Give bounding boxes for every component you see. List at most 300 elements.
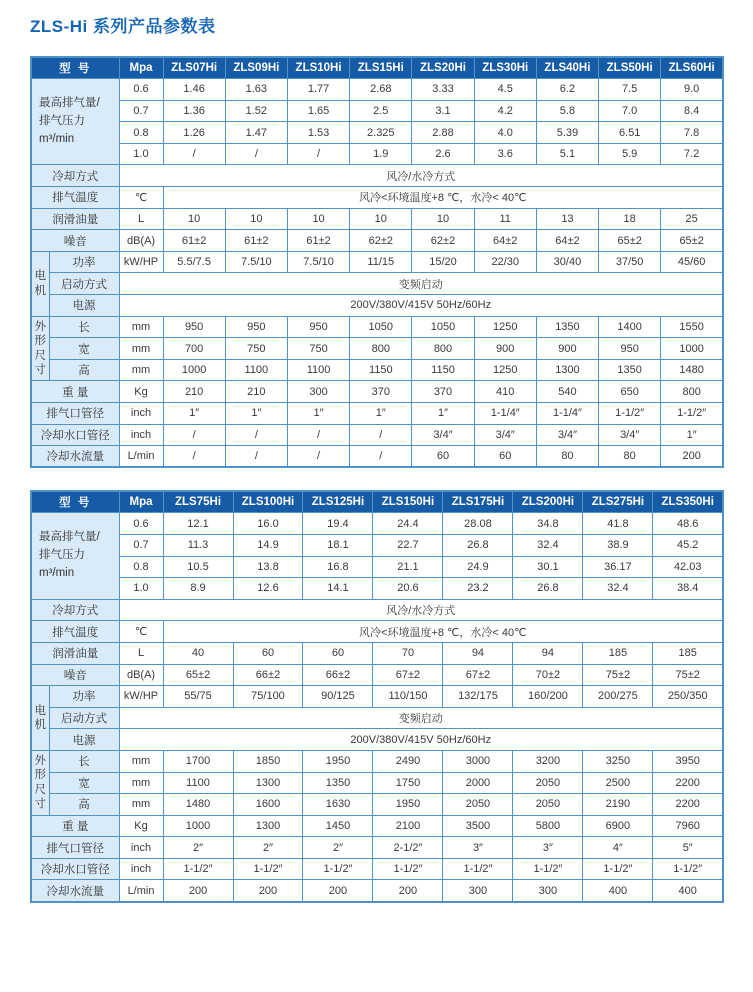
model-column-header: ZLS15Hi (350, 57, 412, 79)
power-supply-label: 电源 (49, 295, 119, 317)
oil-value-cell: 60 (303, 642, 373, 664)
capacity-value-cell: 12.1 (163, 513, 233, 535)
cooling-water-flow-value-cell: 80 (599, 446, 661, 468)
height-unit-cell: mm (119, 794, 163, 816)
weight-value-cell: 300 (287, 381, 349, 403)
table-row (31, 359, 723, 381)
cooling-water-diameter-value-cell: 1-1/2″ (583, 858, 653, 880)
capacity-value-cell: 36.17 (583, 556, 653, 578)
capacity-value-cell: 23.2 (443, 578, 513, 600)
table-row (31, 686, 723, 708)
width-unit-cell: mm (119, 772, 163, 794)
table-row (31, 208, 723, 230)
cooling-water-flow-value-cell: / (163, 446, 225, 468)
cooling-water-diameter-label: 冷却水口管径 (31, 424, 119, 446)
height-value-cell: 2190 (583, 794, 653, 816)
capacity-value-cell: 2.325 (350, 122, 412, 144)
oil-value-cell: 10 (163, 208, 225, 230)
cooling-water-flow-value-cell: 200 (303, 880, 373, 902)
weight-value-cell: 410 (474, 381, 536, 403)
width-value-cell: 1000 (661, 338, 723, 360)
capacity-value-cell: 6.51 (599, 122, 661, 144)
capacity-value-cell: 2.68 (350, 79, 412, 101)
length-value-cell: 950 (163, 316, 225, 338)
height-value-cell: 1480 (661, 359, 723, 381)
capacity-value-cell: 24.4 (373, 513, 443, 535)
pressure-cell: 1.0 (119, 578, 163, 600)
oil-value-cell: 40 (163, 642, 233, 664)
capacity-value-cell: 1.46 (163, 79, 225, 101)
table-row (31, 100, 723, 122)
oil-value-cell: 185 (583, 642, 653, 664)
capacity-value-cell: 9.0 (661, 79, 723, 101)
length-value-cell: 950 (225, 316, 287, 338)
weight-value-cell: 800 (661, 381, 723, 403)
spec-table-zls07-zls60 (30, 56, 724, 468)
capacity-value-cell: 13.8 (233, 556, 303, 578)
noise-value-cell: 66±2 (303, 664, 373, 686)
model-column-header: ZLS150Hi (373, 491, 443, 513)
oil-value-cell: 185 (653, 642, 723, 664)
height-value-cell: 2050 (513, 794, 583, 816)
oil-value-cell: 10 (350, 208, 412, 230)
power-value-cell: 37/50 (599, 251, 661, 273)
length-value-cell: 1350 (536, 316, 598, 338)
table-row (31, 707, 723, 729)
oil-value-cell: 13 (536, 208, 598, 230)
capacity-value-cell: 2.6 (412, 143, 474, 165)
power-supply-value: 200V/380V/415V 50Hz/60Hz (119, 729, 723, 751)
width-value-cell: 2500 (583, 772, 653, 794)
outlet-value-cell: 2″ (163, 837, 233, 859)
weight-value-cell: 1000 (163, 815, 233, 837)
noise-value-cell: 75±2 (583, 664, 653, 686)
capacity-value-cell: 41.8 (583, 513, 653, 535)
model-column-header: ZLS30Hi (474, 57, 536, 79)
capacity-value-cell: 26.8 (513, 578, 583, 600)
capacity-value-cell: 7.0 (599, 100, 661, 122)
outlet-value-cell: 1″ (225, 403, 287, 425)
cooling-water-diameter-value-cell: 1-1/2″ (233, 858, 303, 880)
weight-value-cell: 370 (412, 381, 474, 403)
power-supply-value: 200V/380V/415V 50Hz/60Hz (119, 295, 723, 317)
outlet-diameter-label: 排气口管径 (31, 837, 119, 859)
power-value-cell: 160/200 (513, 686, 583, 708)
cooling-water-diameter-value-cell: / (350, 424, 412, 446)
pressure-cell: 0.7 (119, 100, 163, 122)
length-label: 长 (49, 316, 119, 338)
power-value-cell: 45/60 (661, 251, 723, 273)
capacity-value-cell: 1.52 (225, 100, 287, 122)
table-row (31, 578, 723, 600)
model-column-header: ZLS175Hi (443, 491, 513, 513)
noise-value-cell: 64±2 (536, 230, 598, 252)
capacity-value-cell: 1.65 (287, 100, 349, 122)
noise-value-cell: 62±2 (350, 230, 412, 252)
pressure-cell: 0.6 (119, 513, 163, 535)
width-value-cell: 800 (350, 338, 412, 360)
width-value-cell: 750 (287, 338, 349, 360)
cooling-water-flow-value-cell: 200 (661, 446, 723, 468)
start-mode-value: 变频启动 (119, 273, 723, 295)
noise-value-cell: 64±2 (474, 230, 536, 252)
capacity-value-cell: 34.8 (513, 513, 583, 535)
height-value-cell: 1950 (373, 794, 443, 816)
table-row (31, 729, 723, 751)
exhaust-temp-value: 风冷<环境温度+8 ℃，水冷< 40℃ (163, 621, 723, 643)
outlet-value-cell: 1″ (350, 403, 412, 425)
capacity-value-cell: 4.5 (474, 79, 536, 101)
table-row (31, 316, 723, 338)
oil-amount-label: 润滑油量 (31, 642, 119, 664)
capacity-value-cell: 11.3 (163, 534, 233, 556)
capacity-value-cell: 8.4 (661, 100, 723, 122)
capacity-value-cell: 38.4 (653, 578, 723, 600)
height-value-cell: 1300 (536, 359, 598, 381)
capacity-value-cell: 28.08 (443, 513, 513, 535)
capacity-value-cell: 32.4 (583, 578, 653, 600)
noise-value-cell: 75±2 (653, 664, 723, 686)
table-row (31, 338, 723, 360)
table-row (31, 122, 723, 144)
outlet-unit-cell: inch (119, 837, 163, 859)
model-column-header: ZLS200Hi (513, 491, 583, 513)
capacity-value-cell: 3.1 (412, 100, 474, 122)
capacity-value-cell: 14.1 (303, 578, 373, 600)
cooling-water-flow-unit-cell: L/min (119, 446, 163, 468)
noise-label: 噪音 (31, 664, 119, 686)
oil-value-cell: 60 (233, 642, 303, 664)
length-value-cell: 1050 (350, 316, 412, 338)
length-value-cell: 3250 (583, 750, 653, 772)
length-value-cell: 1050 (412, 316, 474, 338)
capacity-value-cell: 16.8 (303, 556, 373, 578)
width-value-cell: 950 (599, 338, 661, 360)
outlet-value-cell: 1-1/4″ (536, 403, 598, 425)
table-row (31, 424, 723, 446)
capacity-value-cell: 4.2 (474, 100, 536, 122)
capacity-value-cell: 42.03 (653, 556, 723, 578)
width-value-cell: 750 (225, 338, 287, 360)
capacity-value-cell: 18.1 (303, 534, 373, 556)
weight-value-cell: 1450 (303, 815, 373, 837)
cooling-water-flow-value-cell: 400 (583, 880, 653, 902)
outlet-value-cell: 1″ (412, 403, 474, 425)
outlet-value-cell: 3″ (513, 837, 583, 859)
noise-value-cell: 65±2 (599, 230, 661, 252)
model-column-header: ZLS125Hi (303, 491, 373, 513)
noise-value-cell: 61±2 (163, 230, 225, 252)
length-value-cell: 950 (287, 316, 349, 338)
capacity-value-cell: 1.77 (287, 79, 349, 101)
model-column-header: ZLS100Hi (233, 491, 303, 513)
oil-amount-label: 润滑油量 (31, 208, 119, 230)
cooling-water-diameter-value-cell: 1-1/2″ (373, 858, 443, 880)
oil-value-cell: 25 (661, 208, 723, 230)
noise-value-cell: 65±2 (163, 664, 233, 686)
table-row (31, 403, 723, 425)
table-row (31, 837, 723, 859)
oil-unit-cell: L (119, 642, 163, 664)
model-header-cell: 型 号 (31, 57, 119, 79)
cooling-water-diameter-value-cell: / (225, 424, 287, 446)
height-value-cell: 1150 (350, 359, 412, 381)
width-unit-cell: mm (119, 338, 163, 360)
length-value-cell: 1400 (599, 316, 661, 338)
table-row (31, 772, 723, 794)
weight-value-cell: 370 (350, 381, 412, 403)
weight-value-cell: 210 (163, 381, 225, 403)
cooling-water-flow-label: 冷却水流量 (31, 446, 119, 468)
length-value-cell: 1850 (233, 750, 303, 772)
length-value-cell: 1250 (474, 316, 536, 338)
oil-value-cell: 10 (412, 208, 474, 230)
height-value-cell: 2200 (653, 794, 723, 816)
table-row (31, 491, 723, 513)
power-value-cell: 15/20 (412, 251, 474, 273)
motor-group-label: 电 机 (31, 251, 49, 316)
pressure-cell: 0.6 (119, 79, 163, 101)
noise-value-cell: 67±2 (443, 664, 513, 686)
outlet-value-cell: 2″ (303, 837, 373, 859)
power-value-cell: 200/275 (583, 686, 653, 708)
capacity-value-cell: 4.0 (474, 122, 536, 144)
cooling-water-flow-value-cell: 300 (513, 880, 583, 902)
capacity-value-cell: 5.1 (536, 143, 598, 165)
model-column-header: ZLS20Hi (412, 57, 474, 79)
start-mode-label: 启动方式 (49, 273, 119, 295)
motor-group-label: 电 机 (31, 686, 49, 751)
height-unit-cell: mm (119, 359, 163, 381)
power-label: 功率 (49, 686, 119, 708)
power-value-cell: 110/150 (373, 686, 443, 708)
exhaust-temp-label: 排气温度 (31, 187, 119, 209)
height-value-cell: 1600 (233, 794, 303, 816)
start-mode-label: 启动方式 (49, 707, 119, 729)
length-unit-cell: mm (119, 316, 163, 338)
cooling-water-diameter-value-cell: 1-1/2″ (443, 858, 513, 880)
cooling-water-flow-value-cell: 80 (536, 446, 598, 468)
spec-table-zls75-zls350 (30, 490, 724, 902)
table-row (31, 57, 723, 79)
capacity-value-cell: 48.6 (653, 513, 723, 535)
weight-value-cell: 7960 (653, 815, 723, 837)
capacity-value-cell: 16.0 (233, 513, 303, 535)
noise-value-cell: 66±2 (233, 664, 303, 686)
table-row (31, 599, 723, 621)
outlet-value-cell: 1-1/4″ (474, 403, 536, 425)
oil-value-cell: 70 (373, 642, 443, 664)
exhaust-temp-value: 风冷<环境温度+8 ℃，水冷< 40℃ (163, 187, 723, 209)
outlet-value-cell: 1-1/2″ (661, 403, 723, 425)
capacity-label-cell: 最高排气量/ 排气压力 m³/min (31, 513, 119, 599)
height-value-cell: 2050 (443, 794, 513, 816)
oil-unit-cell: L (119, 208, 163, 230)
capacity-value-cell: 3.33 (412, 79, 474, 101)
capacity-value-cell: 7.2 (661, 143, 723, 165)
weight-value-cell: 1300 (233, 815, 303, 837)
height-value-cell: 1350 (599, 359, 661, 381)
table-row (31, 230, 723, 252)
outlet-value-cell: 1-1/2″ (599, 403, 661, 425)
power-value-cell: 7.5/10 (287, 251, 349, 273)
power-supply-label: 电源 (49, 729, 119, 751)
noise-value-cell: 62±2 (412, 230, 474, 252)
cooling-water-diameter-value-cell: 3/4″ (536, 424, 598, 446)
capacity-value-cell: 22.7 (373, 534, 443, 556)
length-value-cell: 1950 (303, 750, 373, 772)
table-row (31, 273, 723, 295)
oil-value-cell: 11 (474, 208, 536, 230)
capacity-value-cell: 1.26 (163, 122, 225, 144)
cooling-method-label: 冷却方式 (31, 165, 119, 187)
oil-value-cell: 94 (513, 642, 583, 664)
table-row (31, 858, 723, 880)
weight-value-cell: 650 (599, 381, 661, 403)
width-value-cell: 2050 (513, 772, 583, 794)
height-label: 高 (49, 359, 119, 381)
cooling-water-flow-value-cell: 200 (163, 880, 233, 902)
capacity-value-cell: 5.39 (536, 122, 598, 144)
width-value-cell: 2000 (443, 772, 513, 794)
pressure-cell: 0.7 (119, 534, 163, 556)
model-column-header: ZLS60Hi (661, 57, 723, 79)
capacity-value-cell: 26.8 (443, 534, 513, 556)
capacity-label-cell: 最高排气量/ 排气压力 m³/min (31, 79, 119, 165)
capacity-value-cell: 1.36 (163, 100, 225, 122)
noise-value-cell: 61±2 (287, 230, 349, 252)
exhaust-temp-unit-cell: ℃ (119, 621, 163, 643)
power-value-cell: 75/100 (233, 686, 303, 708)
noise-value-cell: 65±2 (661, 230, 723, 252)
exhaust-temp-unit-cell: ℃ (119, 187, 163, 209)
height-value-cell: 1100 (287, 359, 349, 381)
cooling-water-flow-value-cell: 200 (233, 880, 303, 902)
length-value-cell: 3200 (513, 750, 583, 772)
height-value-cell: 1100 (225, 359, 287, 381)
exhaust-temp-label: 排气温度 (31, 621, 119, 643)
cooling-water-flow-unit-cell: L/min (119, 880, 163, 902)
table-row (31, 381, 723, 403)
oil-value-cell: 94 (443, 642, 513, 664)
capacity-value-cell: 45.2 (653, 534, 723, 556)
cooling-water-diameter-value-cell: 3/4″ (474, 424, 536, 446)
capacity-value-cell: 8.9 (163, 578, 233, 600)
height-value-cell: 1250 (474, 359, 536, 381)
width-value-cell: 800 (412, 338, 474, 360)
capacity-value-cell: 10.5 (163, 556, 233, 578)
weight-label: 重 量 (31, 381, 119, 403)
capacity-value-cell: 14.9 (233, 534, 303, 556)
model-column-header: ZLS50Hi (599, 57, 661, 79)
table-row (31, 621, 723, 643)
capacity-value-cell: 38.9 (583, 534, 653, 556)
table-row (31, 664, 723, 686)
cooling-method-value: 风冷/水冷方式 (119, 165, 723, 187)
model-column-header: ZLS350Hi (653, 491, 723, 513)
cooling-water-flow-value-cell: / (350, 446, 412, 468)
weight-unit-cell: Kg (119, 815, 163, 837)
cooling-water-flow-value-cell: 60 (474, 446, 536, 468)
mpa-header-cell: Mpa (119, 491, 163, 513)
noise-value-cell: 70±2 (513, 664, 583, 686)
capacity-value-cell: 1.53 (287, 122, 349, 144)
noise-unit-cell: dB(A) (119, 230, 163, 252)
oil-value-cell: 10 (225, 208, 287, 230)
table-row (31, 165, 723, 187)
cooling-water-diameter-value-cell: 3/4″ (412, 424, 474, 446)
weight-value-cell: 2100 (373, 815, 443, 837)
model-header-cell: 型 号 (31, 491, 119, 513)
table-row (31, 79, 723, 101)
pressure-cell: 0.8 (119, 556, 163, 578)
width-value-cell: 2200 (653, 772, 723, 794)
cooling-method-value: 风冷/水冷方式 (119, 599, 723, 621)
model-column-header: ZLS07Hi (163, 57, 225, 79)
cooling-water-diameter-label: 冷却水口管径 (31, 858, 119, 880)
cooling-water-diameter-value-cell: / (163, 424, 225, 446)
weight-value-cell: 6900 (583, 815, 653, 837)
outlet-value-cell: 2″ (233, 837, 303, 859)
cooling-water-diameter-unit-cell: inch (119, 858, 163, 880)
model-column-header: ZLS10Hi (287, 57, 349, 79)
table-row (31, 794, 723, 816)
capacity-value-cell: 5.8 (536, 100, 598, 122)
capacity-value-cell: 5.9 (599, 143, 661, 165)
table-row (31, 513, 723, 535)
height-label: 高 (49, 794, 119, 816)
capacity-value-cell: 32.4 (513, 534, 583, 556)
width-value-cell: 900 (474, 338, 536, 360)
length-unit-cell: mm (119, 750, 163, 772)
power-unit-cell: kW/HP (119, 686, 163, 708)
table-row (31, 534, 723, 556)
length-label: 长 (49, 750, 119, 772)
cooling-water-diameter-value-cell: 1-1/2″ (513, 858, 583, 880)
width-value-cell: 700 (163, 338, 225, 360)
outlet-value-cell: 2-1/2″ (373, 837, 443, 859)
length-value-cell: 2490 (373, 750, 443, 772)
oil-value-cell: 10 (287, 208, 349, 230)
height-value-cell: 1630 (303, 794, 373, 816)
capacity-value-cell: 20.6 (373, 578, 443, 600)
dimension-group-label: 外 形 尺 寸 (31, 750, 49, 815)
capacity-value-cell: 30.1 (513, 556, 583, 578)
capacity-value-cell: 3.6 (474, 143, 536, 165)
model-column-header: ZLS09Hi (225, 57, 287, 79)
noise-unit-cell: dB(A) (119, 664, 163, 686)
cooling-water-diameter-unit-cell: inch (119, 424, 163, 446)
weight-value-cell: 3500 (443, 815, 513, 837)
model-column-header: ZLS75Hi (163, 491, 233, 513)
cooling-water-diameter-value-cell: 1-1/2″ (653, 858, 723, 880)
cooling-method-label: 冷却方式 (31, 599, 119, 621)
capacity-value-cell: 21.1 (373, 556, 443, 578)
table-row (31, 143, 723, 165)
outlet-value-cell: 1″ (163, 403, 225, 425)
capacity-value-cell: 1.63 (225, 79, 287, 101)
power-value-cell: 250/350 (653, 686, 723, 708)
outlet-value-cell: 3″ (443, 837, 513, 859)
outlet-diameter-label: 排气口管径 (31, 403, 119, 425)
table-row (31, 880, 723, 902)
capacity-value-cell: / (287, 143, 349, 165)
start-mode-value: 变频启动 (119, 707, 723, 729)
oil-value-cell: 18 (599, 208, 661, 230)
capacity-value-cell: 1.47 (225, 122, 287, 144)
pressure-cell: 1.0 (119, 143, 163, 165)
width-value-cell: 1750 (373, 772, 443, 794)
